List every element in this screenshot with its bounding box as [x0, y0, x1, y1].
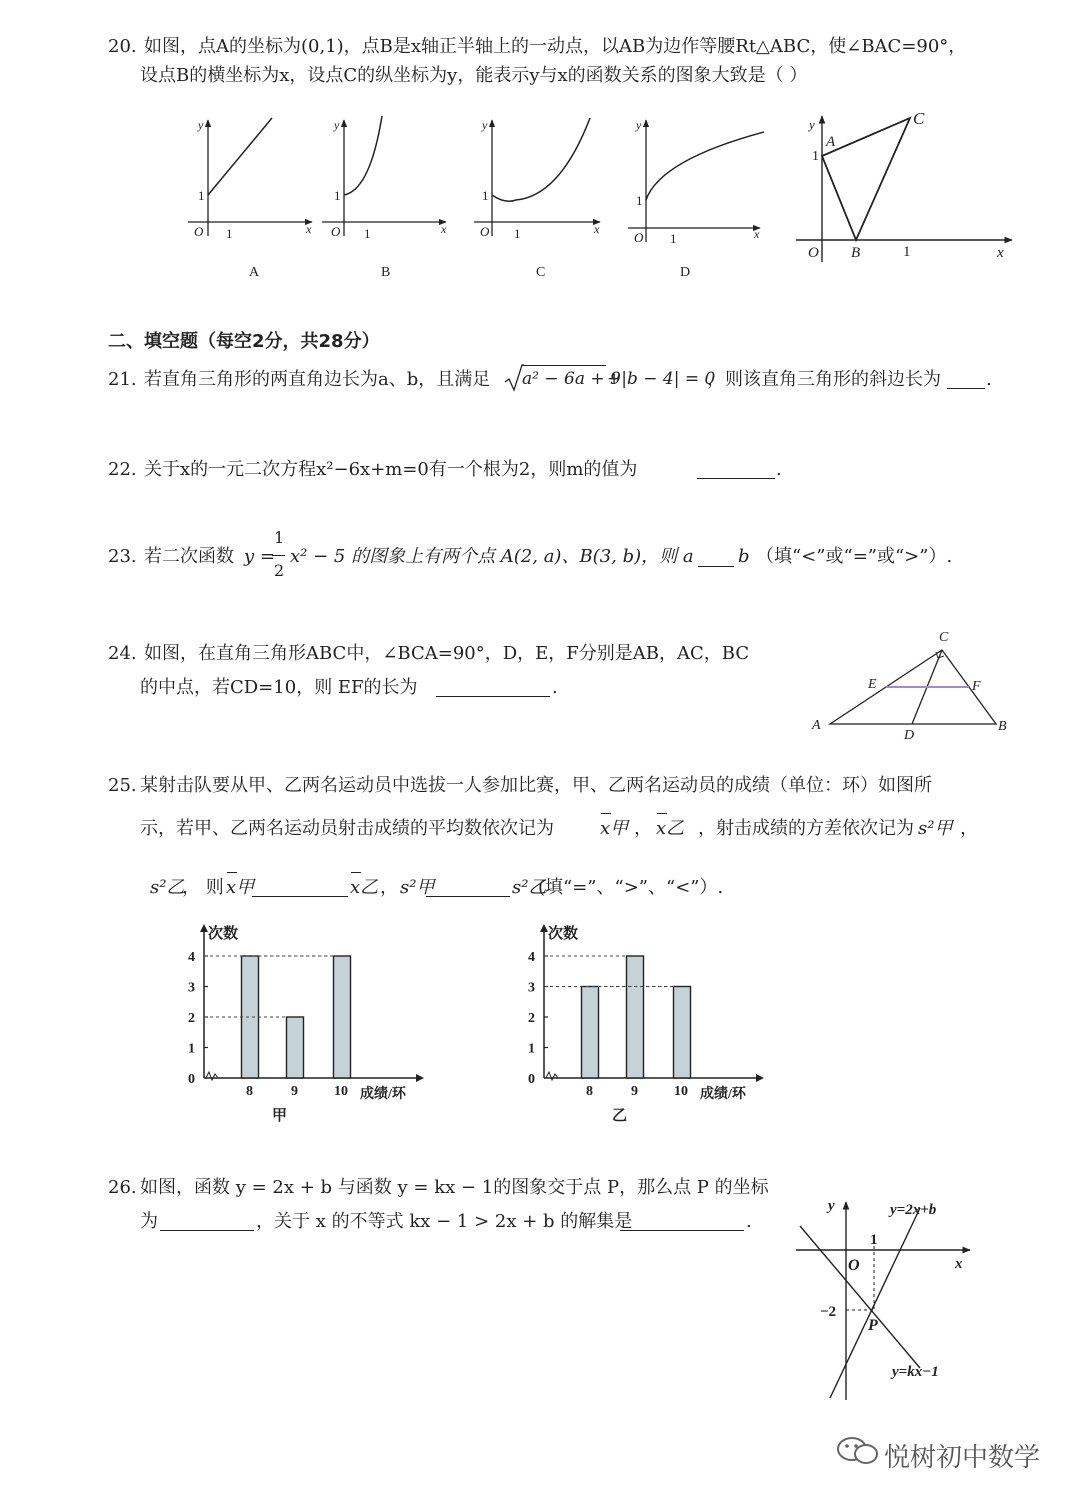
q23-b: b	[738, 546, 750, 567]
graph-d-y-label: y	[636, 118, 642, 132]
fig20-origin: O	[808, 245, 819, 261]
fig20-point-b: B	[851, 245, 861, 261]
q23-rest: x² − 5 的图象上有两个点 A(2, a)、B(3, b)，则 a	[290, 546, 694, 567]
q23-y-eq: y =	[244, 546, 275, 567]
q22-end: .	[776, 459, 782, 480]
q21-text-before: 若直角三角形的两直角边长为a、b，且满足	[144, 369, 491, 390]
q21-sqrt-bar	[522, 365, 606, 366]
q24-line1: 如图，在直角三角形ABC中，∠BCA=90°，D，E，F分别是AB，AC，BC	[144, 643, 750, 664]
graph-b-origin: O	[331, 224, 341, 239]
q24-figure	[808, 628, 1028, 748]
q25-mean-yi-2: x乙	[350, 877, 379, 898]
chart-yi-ytick-label: 1	[528, 1041, 535, 1057]
chart-yi-bar-8	[582, 987, 599, 1079]
q23-frac-den: 2	[274, 561, 285, 580]
chart-jia-y-arrow	[200, 924, 208, 932]
q20-option-graphs	[0, 0, 1080, 300]
q26-line2c: .	[746, 1211, 752, 1232]
q26-figure	[790, 1190, 990, 1400]
graph-a-y-label: y	[198, 118, 204, 132]
q25-line2a: 示，若甲、乙两名运动员射击成绩的平均数依次记为	[140, 818, 554, 839]
chart-yi	[520, 920, 780, 1124]
q26-y-label: y	[828, 1198, 835, 1214]
q25-hint: (填“=”、“>”、“<”）.	[538, 877, 724, 898]
chart-jia-ytick-label: 3	[188, 980, 195, 996]
chart-yi-xtick-label: 8	[586, 1084, 593, 1099]
q26-one-label: 1	[870, 1232, 878, 1248]
chart-jia-ylabel: 次数	[208, 926, 239, 942]
q26-line1: 如图，函数 y = 2x + b 与函数 y = kx − 1的图象交于点 P，那么点 P 的坐标	[140, 1177, 769, 1198]
q24-answer-blank	[436, 682, 550, 697]
q25-answer-blank-2	[426, 882, 510, 897]
q25-mean-jia: x甲	[600, 818, 629, 839]
q20-text-line2: 设点B的横坐标为x，设点C的纵坐标为y，能表示y与x的函数关系的图象大致是（ ）	[140, 65, 808, 86]
fig20-point-a: A	[826, 134, 836, 150]
q24-label-c: C	[939, 630, 949, 645]
q24-label-f: F	[972, 679, 981, 694]
q25-line1: 某射击队要从甲、乙两名运动员中选拔一人参加比赛，甲、乙两名运动员的成绩（单位：环）如图所	[140, 775, 932, 796]
q26-line1-label: y=2x+b	[890, 1202, 937, 1218]
q25-answer-blank-1	[252, 882, 348, 897]
q21-radicand: a² − 6a + 9	[522, 369, 621, 389]
q23-pre: 若二次函数	[144, 546, 234, 567]
chart-yi-ytick-label: 0	[528, 1072, 535, 1087]
graph-b	[322, 116, 447, 241]
graph-b-x-label: x	[441, 222, 447, 236]
graph-d-origin: O	[634, 230, 644, 245]
q24-label-e: E	[868, 677, 877, 692]
fig20-one-y: 1	[812, 149, 819, 164]
graph-c-origin: O	[480, 224, 490, 239]
wechat-icon	[836, 1436, 880, 1466]
section-heading: 二、填空题（每空2分，共28分）	[108, 331, 380, 352]
graph-a-x-label: x	[306, 222, 312, 236]
q22-text: 关于x的一元二次方程x²−6x+m=0有一个根为2，则m的值为	[144, 459, 638, 480]
chart-yi-axis-break	[546, 1072, 558, 1080]
fig20-point-c: C	[913, 109, 925, 128]
q25-line3a: ， 则	[182, 877, 224, 898]
q25-line2b: ，射击成绩的方差依次记为	[698, 818, 914, 839]
graph-d	[628, 118, 764, 246]
q23-answer-blank	[698, 552, 734, 567]
q22-number: 22.	[108, 459, 137, 480]
q25-mean-yi-bar	[657, 813, 667, 814]
graph-a-y-one: 1	[198, 188, 205, 203]
q25-var-jia: s²甲	[918, 818, 953, 839]
q25-number: 25.	[108, 775, 137, 796]
q22-answer-blank	[697, 464, 775, 479]
graph-c-x-label: x	[594, 222, 600, 236]
q25-mean-yi2-bar	[351, 872, 361, 873]
q25-var-yi: s²乙	[150, 877, 185, 898]
graph-a-origin: O	[194, 224, 204, 239]
q24-label-d: D	[904, 728, 915, 743]
chart-yi-xtick-label: 10	[674, 1084, 688, 1099]
q20-text-line1: 如图，点A的坐标为(0,1)，点B是x轴正半轴上的一动点，以AB为边作等腰Rt△ABC，使∠BAC=90°，	[144, 36, 967, 57]
q25-mean-yi: x乙	[656, 818, 685, 839]
graph-b-y-one: 1	[334, 188, 341, 203]
fig20-one-x: 1	[903, 244, 911, 260]
option-a-label: A	[249, 265, 260, 280]
chart-jia-bar-10	[334, 956, 351, 1078]
graph-c	[474, 118, 600, 241]
chart-jia-ytick-label: 2	[188, 1011, 195, 1026]
q23-number: 23.	[108, 546, 137, 567]
graph-c-y-one: 1	[482, 188, 489, 203]
q25-var-yi-2: s²乙	[512, 877, 547, 898]
graph-a	[188, 118, 312, 241]
q21-text-after: ，则该直角三角形的斜边长为	[707, 369, 941, 390]
q21-answer-blank	[947, 374, 985, 389]
chart-yi-xlabel: 成绩/环	[700, 1087, 746, 1102]
chart-yi-ylabel: 次数	[548, 926, 579, 942]
chart-jia	[180, 920, 440, 1124]
q25-line2c: ，	[960, 818, 978, 839]
chart-jia-ytick-label: 0	[188, 1072, 195, 1087]
graph-d-y-one: 1	[636, 193, 643, 208]
graph-b-y-label: y	[334, 118, 340, 132]
q21-abs-part: +|b − 4| = 0	[607, 369, 716, 389]
option-b-label: B	[381, 265, 391, 280]
q26-line2a: 为	[140, 1211, 158, 1232]
graph-c-x-one: 1	[514, 226, 521, 241]
q25-comma: ，	[634, 818, 652, 839]
q25-mean-jia2-bar	[227, 872, 237, 873]
chart-yi-ytick-label: 2	[528, 1011, 535, 1026]
graph-b-x-one: 1	[364, 226, 371, 241]
graph-d-x-label: x	[754, 227, 760, 241]
chart-yi-bar-9	[627, 956, 644, 1078]
q26-number: 26.	[108, 1177, 137, 1198]
chart-yi-bar-10	[674, 987, 691, 1079]
graph-d-x-one: 1	[670, 231, 677, 246]
option-d-label: D	[680, 265, 691, 280]
chart-jia-ytick-label: 1	[188, 1041, 195, 1057]
option-c-label: C	[536, 265, 546, 280]
chart-yi-title: 乙	[612, 1108, 628, 1124]
chart-jia-xlabel: 成绩/环	[360, 1087, 406, 1102]
q26-point-p: P	[868, 1317, 878, 1334]
chart-jia-bar-9	[287, 1017, 304, 1078]
graph-c-y-label: y	[482, 118, 488, 132]
fig20-x-label: x	[997, 245, 1004, 261]
q24-label-b: B	[998, 719, 1007, 734]
chart-jia-xtick-label: 9	[291, 1084, 298, 1099]
q24-line2a: 的中点，若CD=10，则 EF的长为	[140, 677, 418, 698]
q26-minus-two: −2	[820, 1304, 837, 1320]
chart-yi-ytick-label: 3	[528, 980, 535, 996]
q26-line2b: ，关于 x 的不等式 kx − 1 > 2x + b 的解集是	[256, 1211, 633, 1232]
chart-jia-title: 甲	[272, 1108, 288, 1124]
chart-yi-ytick-label: 4	[528, 950, 535, 965]
chart-yi-x-arrow	[756, 1074, 764, 1082]
q24-number: 24.	[108, 643, 137, 664]
q20-number: 20.	[108, 36, 137, 57]
chart-jia-ytick-label: 4	[188, 950, 195, 965]
q26-origin: O	[848, 1257, 860, 1274]
fig20-y-label: y	[809, 117, 815, 132]
q20-figure	[796, 109, 1012, 262]
q23-frac-bar	[272, 555, 285, 556]
q25-var-jia-2: s²甲	[400, 877, 435, 898]
graph-a-x-one: 1	[226, 226, 233, 241]
chart-yi-y-arrow	[540, 924, 548, 932]
q26-line2-label: y=kx−1	[892, 1364, 939, 1380]
q23-frac-num: 1	[274, 528, 285, 547]
q21-sqrt-sign	[504, 364, 524, 394]
q21-end: .	[986, 369, 992, 390]
q26-x-label: x	[955, 1256, 963, 1272]
q26-answer-blank-2	[620, 1216, 744, 1231]
q25-mean-jia-bar	[601, 813, 611, 814]
chart-jia-xtick-label: 10	[334, 1084, 348, 1099]
chart-jia-xtick-label: 8	[246, 1084, 253, 1099]
q25-mean-jia-2: x甲	[226, 877, 255, 898]
q23-hint: （填“<”或“=”或“>”）.	[756, 546, 953, 567]
q26-answer-blank-1	[160, 1216, 254, 1231]
q25-comma2: ，	[380, 877, 398, 898]
chart-jia-bar-8	[242, 956, 259, 1078]
chart-jia-axis-break	[206, 1072, 218, 1080]
q24-label-a: A	[812, 718, 821, 733]
q24-line2b: .	[552, 677, 558, 698]
chart-jia-x-arrow	[416, 1074, 424, 1082]
q21-number: 21.	[108, 369, 137, 390]
watermark-text: 悦树初中数学	[884, 1443, 1041, 1473]
chart-yi-xtick-label: 9	[631, 1084, 638, 1099]
